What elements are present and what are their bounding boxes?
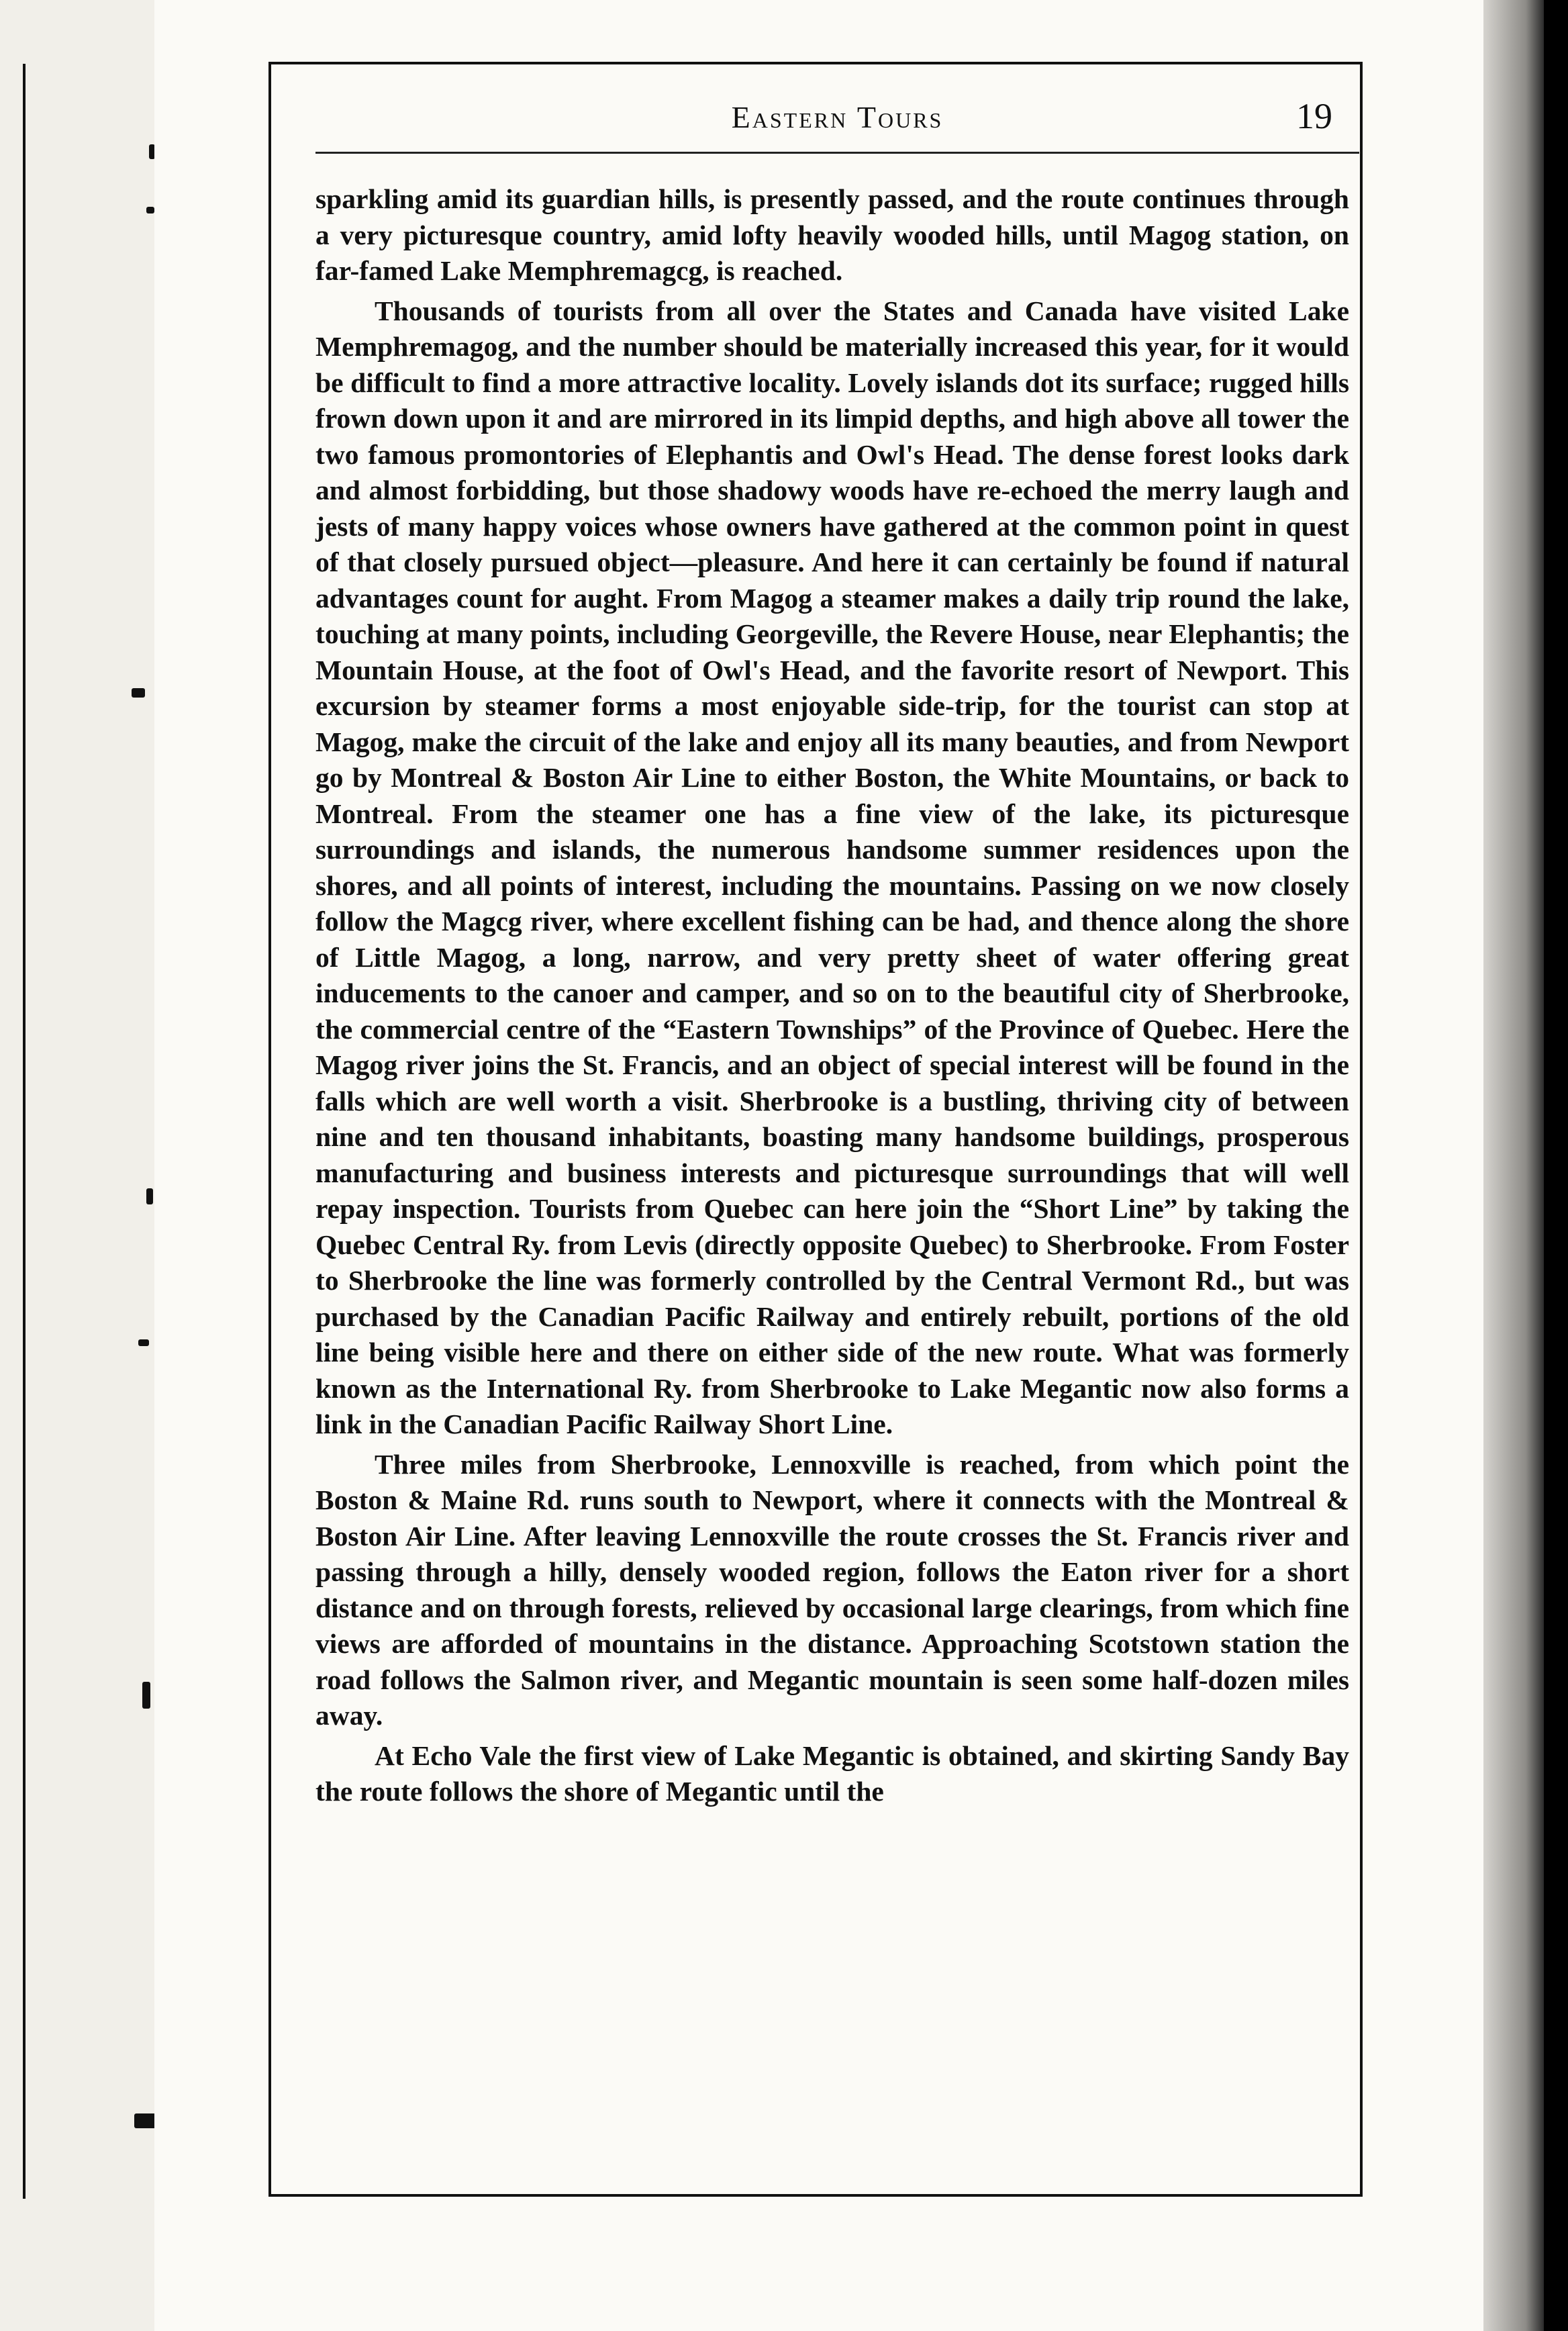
gutter-mark (146, 207, 154, 213)
gutter-mark (138, 1339, 149, 1346)
gutter-mark (132, 688, 145, 698)
page-number: 19 (1296, 96, 1332, 136)
running-title: Eastern Tours (731, 100, 944, 134)
paragraph: sparkling amid its guardian hills, is presently passed, and the route continues through a very picturesque country, amid lofty heavily wooded hills, until Magog station, on far-famed Lake Memphremagcg, is reached. (315, 183, 1349, 286)
header-rule (315, 152, 1359, 154)
paragraph: Three miles from Sherbrooke, Lennoxville is reached, from which point the Boston & Maine Rd. runs south to Newport, where it connects with the Montreal & Boston Air Line. After leaving Lennoxville the route crosses the St. Francis river and passing through a hilly, densely wooded region, follows the Eaton river for a short distance and on through forests, relieved by occasional large clearings, from which fine views are afforded of mountains in the distance. Approaching Scotstown station the road follows the Salmon river, and Megantic mountain is seen some half-dozen miles away. (315, 1448, 1349, 1731)
gutter-mark (142, 1682, 150, 1709)
page-edge-shadow (1483, 0, 1544, 2331)
adjacent-page-border (23, 64, 26, 2199)
gutter-mark (146, 1188, 153, 1204)
paragraph: Thousands of tourists from all over the States and Canada have visited Lake Memphremagog, and the number should be materially increased this year, for it would be difficult to find a more attractive locality. Lovely islands dot its surface; rugged hills frown down upon it and are mirrored in its limpid depths, and high above all tower the two famous promontories of Elephantis and Owl's Head. The dense forest looks dark and almost forbidding, but those shadowy woods have re-echoed the merry laugh and jests of many happy voices whose owners have gathered at the common point in quest of that closely pursued object—pleasure. And here it can certainly be found if natural advantages count for aught. From Magog a steamer makes a daily trip round the lake, touching at many points, including Georgeville, the Revere House, near Elephantis; the Mountain House, at the foot of Owl's Head, and the favorite resort of Newport. This excursion by steamer forms a most enjoyable side-trip, for the tourist can stop at Magog, make the circuit of the lake and enjoy all its many beauties, and from Newport go by Montreal & Boston Air Line to either Boston, the White Mountains, or back to Montreal. From the steamer one has a fine view of the lake, its picturesque surroundings and islands, the numerous handsome summer residences upon the shores, and all points of interest, including the mountains. Passing on we now closely follow the Magcg river, where excellent fishing can be had, and thence along the shore of Little Magog, a long, narrow, and very pretty sheet of water offering great inducements to the canoer and camper, and so on to the beautiful city of Sherbrooke, the commercial centre of the “Eastern Townships” of the Province of Quebec. Here the Magog river joins the St. Francis, and an object of special interest will be found in the falls which are well worth a visit. Sherbrooke is a bustling, thriving city of between nine and ten thousand inhabitants, boasting many handsome buildings, prosperous manufacturing and business interests and picturesque surroundings that will well repay inspection. Tourists from Quebec can here join the “Short Line” by taking the Quebec Central Ry. from Levis (directly opposite Quebec) to Sherbrooke. From Foster to Sherbrooke the line was formerly controlled by the Central Vermont Rd., but was purchased by the Canadian Pacific Railway and entirely rebuilt, portions of the old line being visible here and there on either side of the new route. What was formerly known as the International Ry. from Sherbrooke to Lake Megantic now also forms a link in the Canadian Pacific Railway Short Line. (315, 295, 1349, 1439)
body-text (315, 181, 1349, 1810)
running-header (315, 96, 1359, 153)
adjacent-page-edge (0, 0, 154, 2331)
paragraph: At Echo Vale the first view of Lake Megantic is obtained, and skirting Sandy Bay the route follows the shore of Megantic until the (315, 1740, 1349, 1807)
gutter-mark (134, 2113, 157, 2128)
